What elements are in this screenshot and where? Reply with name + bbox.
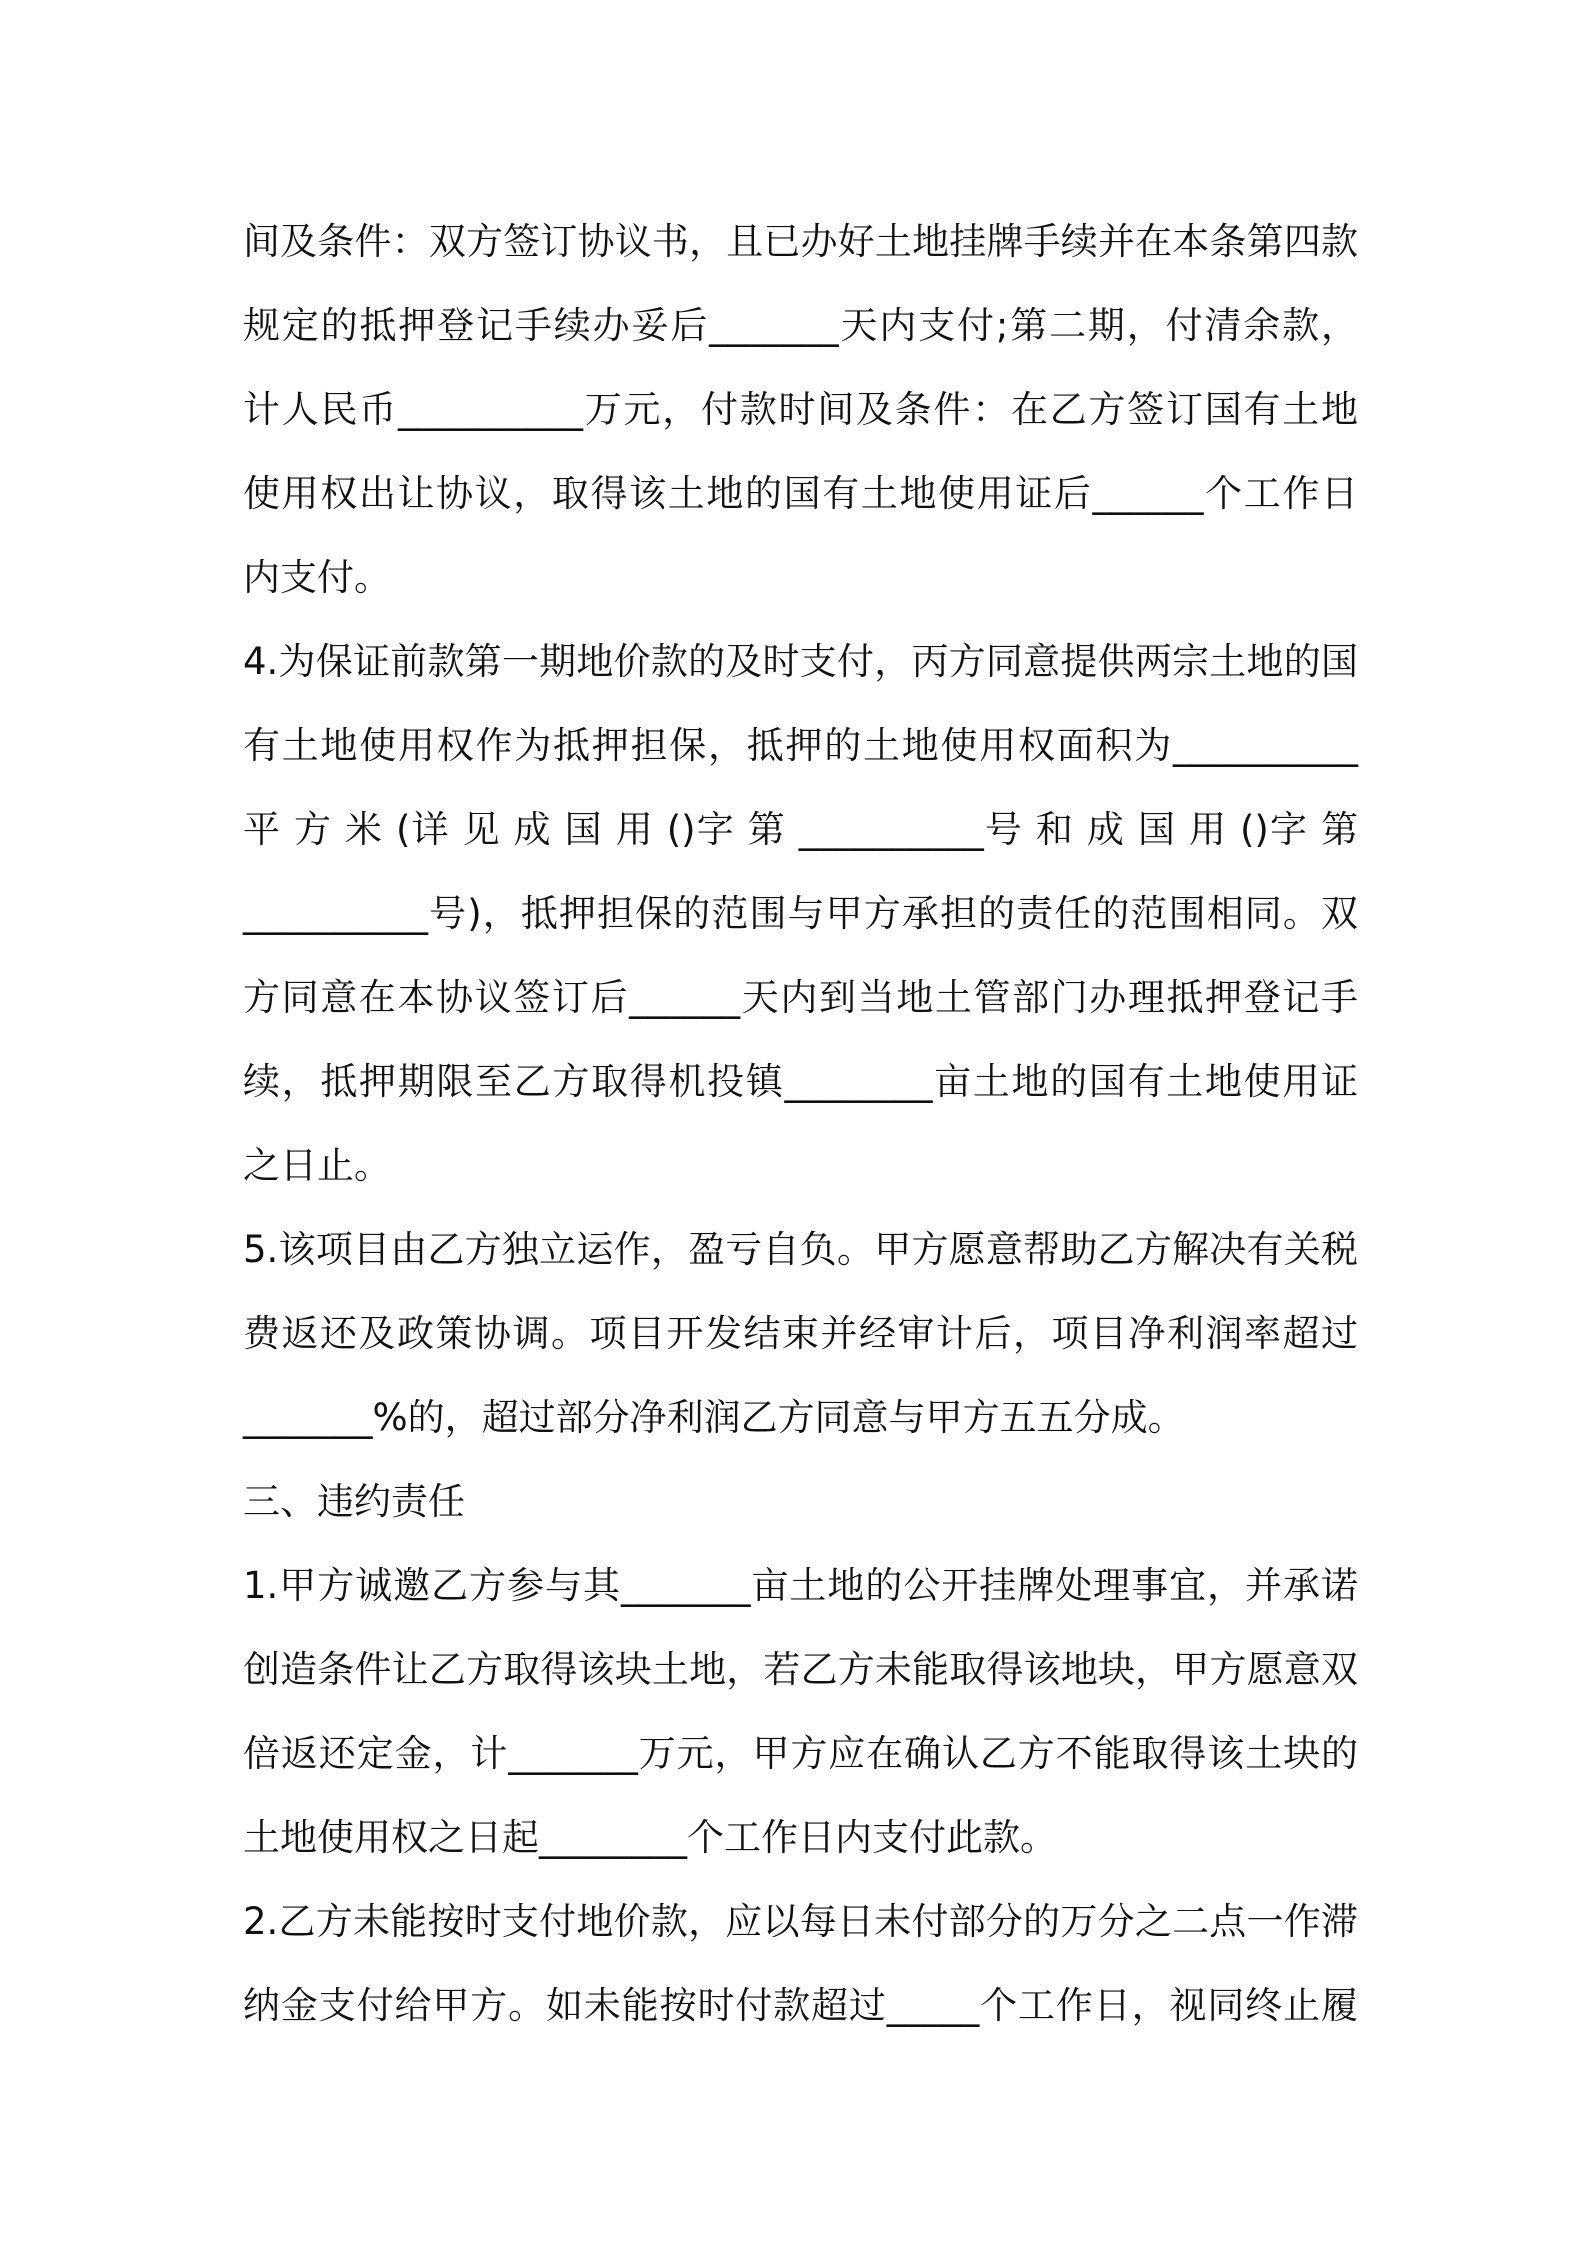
text-line: 倍返还定金，计_______万元，甲方应在确认乙方不能取得该土块的 — [243, 1732, 1358, 1775]
text-line: 规定的抵押登记手续办妥后_______天内支付;第二期，付清余款， — [243, 304, 1358, 347]
text-line: 内支付。 — [243, 556, 391, 599]
text-line: _______%的，超过部分净利润乙方同意与甲方五五分成。 — [243, 1396, 1185, 1439]
text-line: 计人民币__________万元，付款时间及条件：在乙方签订国有土地 — [243, 388, 1358, 431]
text-line: 费返还及政策协调。项目开发结束并经审计后，项目净利润率超过 — [243, 1312, 1358, 1355]
section-heading: 三、违约责任 — [243, 1480, 465, 1523]
text-line: 有土地使用权作为抵押担保，抵押的土地使用权面积为__________ — [243, 724, 1358, 767]
text-line: 1.甲方诚邀乙方参与其_______亩土地的公开挂牌处理事宜，并承诺 — [243, 1564, 1358, 1607]
text-line: 创造条件让乙方取得该块土地，若乙方未能取得该地块，甲方愿意双 — [243, 1648, 1358, 1691]
text-line: 方同意在本协议签订后______天内到当地土管部门办理抵押登记手 — [243, 976, 1358, 1019]
text-line: 使用权出让协议，取得该土地的国有土地使用证后______个工作日 — [243, 472, 1358, 515]
text-line: __________号)，抵押担保的范围与甲方承担的责任的范围相同。双 — [243, 892, 1358, 935]
text-line: 续，抵押期限至乙方取得机投镇________亩土地的国有土地使用证 — [243, 1060, 1358, 1103]
text-line: 平 方 米 (详 见 成 国 用 ()字 第 __________号 和 成 国 用 ()字 第 — [243, 808, 1358, 851]
text-line: 之日止。 — [243, 1144, 391, 1187]
text-line: 间及条件：双方签订协议书，且已办好土地挂牌手续并在本条第四款 — [243, 220, 1358, 263]
document-body — [243, 200, 1358, 2048]
text-line: 2.乙方未能按时支付地价款，应以每日未付部分的万分之二点一作滞 — [243, 1900, 1358, 1943]
text-line: 纳金支付给甲方。如未能按时付款超过_____个工作日，视同终止履 — [243, 1984, 1358, 2027]
text-line: 4.为保证前款第一期地价款的及时支付，丙方同意提供两宗土地的国 — [243, 640, 1358, 683]
text-line: 土地使用权之日起________个工作日内支付此款。 — [243, 1816, 1057, 1859]
text-line: 5.该项目由乙方独立运作，盈亏自负。甲方愿意帮助乙方解决有关税 — [243, 1228, 1358, 1271]
